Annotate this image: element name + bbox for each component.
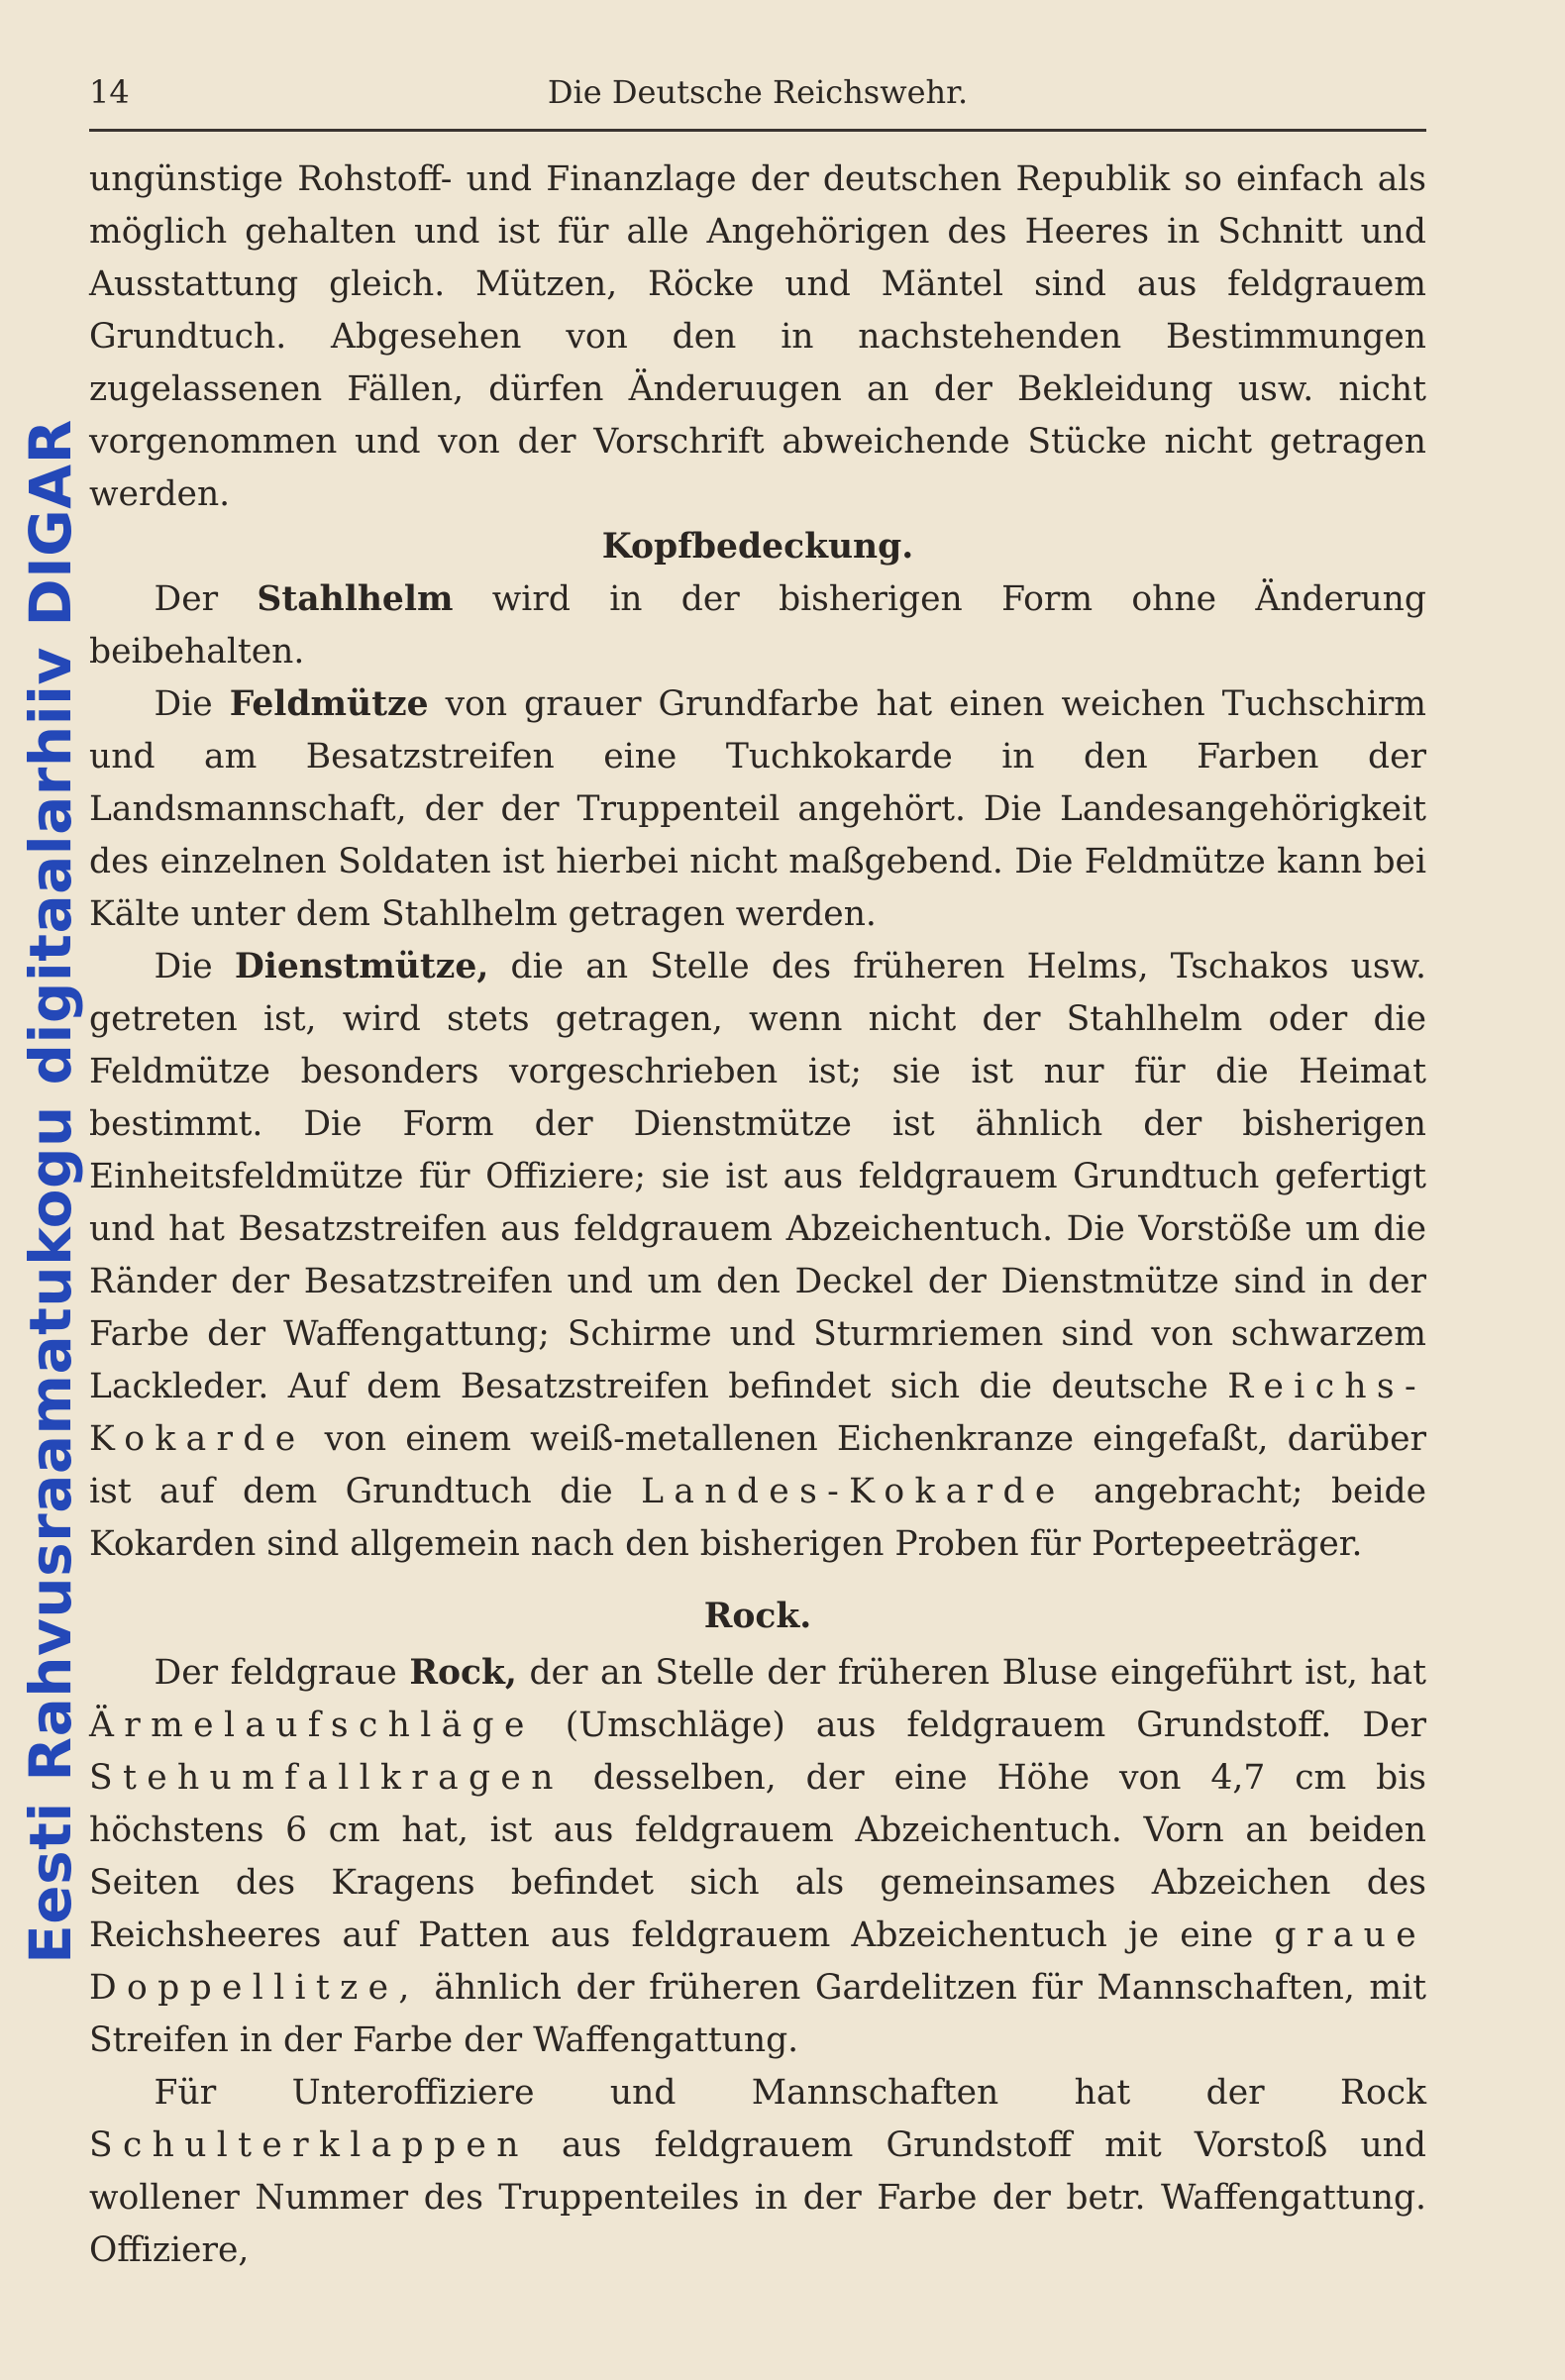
text-run: Die: [154, 947, 235, 986]
term-rock: Rock,: [409, 1653, 517, 1693]
term-feldmuetze: Feldmütze: [229, 684, 429, 724]
section-heading-rock: Rock.: [703, 1597, 812, 1636]
paragraph-dienstmuetze: [89, 941, 1426, 1571]
text-run: der an Stelle der früheren Bluse eingeführt ist, hat: [516, 1653, 1426, 1693]
text-run: die an Stelle des früheren Helms, Tschakos usw. getreten ist, wird stets getragen, wenn nicht der Stahlhelm oder die Feldmütze besonders vorgeschrieben ist; sie ist nur für die Heimat bestimmt. Die Form der Dienstmütze ist ähnlich der bisherigen Einheitsfeldmütze für Offiziere; sie ist aus feldgrauem Grundtuch gefertigt und hat Besatzstreifen aus feldgrauem Abzeichentuch. Die Vorstöße um die Ränder der Besatzstreifen und um den Deckel der Dienstmütze sind in der Farbe der Waffengattung; Schirme und Sturmriemen sind von schwarzem Lackleder. Auf dem Besatzstreifen befindet sich die deutsche: [89, 947, 1427, 1406]
term-dienstmuetze: Dienstmütze,: [234, 947, 489, 986]
text-run: von einem weiß-metallenen Eichenkranze eingefaßt, darüber ist auf dem Grundtuch die: [89, 1419, 1426, 1511]
text-run: von grauer Grundfarbe hat einen weichen Tuchschirm und am Besatzstreifen eine Tuchkokarde in den Farben der Landsmannschaft, der der Truppenteil angehört. Die Landesangehörigkeit des einzelnen Soldaten ist hierbei nicht maßgebend. Die Feldmütze kann bei Kälte unter dem Stahlhelm getragen werden.: [89, 684, 1426, 934]
text-run: Für Unteroffiziere und Mannschaften hat der Rock: [154, 2073, 1426, 2113]
term-reichs-kokarde: Reichs-Kokarde: [89, 1367, 1426, 1459]
term-graue-doppellitze: graue Doppellitze,: [89, 1915, 1426, 2008]
watermark-text: Eesti Rahvusraamatukogu digitaalarhiiv DIGAR: [17, 419, 84, 1964]
digar-watermark: [18, 265, 83, 2118]
section-heading-kopfbedeckung: Kopfbedeckung.: [601, 527, 914, 567]
paragraph-schulterklappen: [89, 2067, 1426, 2277]
text-run: desselben, der eine Höhe von 4,7 cm bis höchstens 6 cm hat, ist aus feldgrauem Abzeichentuch. Vorn an beiden Seiten des Kragens befindet sich als gemeinsames Abzeichen des Reichsheeres auf Patten aus feldgrauem Abzeichentuch je eine: [89, 1758, 1426, 1955]
text-run: Die: [154, 684, 230, 724]
running-title: Die Deutsche Reichswehr.: [547, 73, 969, 111]
text-run: Der feldgraue: [154, 1653, 410, 1693]
paragraph-feldmuetze: [89, 678, 1426, 941]
page-body: [89, 154, 1426, 2277]
text-run: Der: [154, 579, 258, 619]
page-header: [89, 69, 1426, 132]
book-page: [89, 69, 1426, 2277]
term-stahlhelm: Stahlhelm: [257, 579, 454, 619]
paragraph-stahlhelm: [89, 573, 1426, 678]
text-run: (Umschläge) aus feldgrauem Grundstoff. Der: [534, 1706, 1426, 1745]
paragraph-rock: [89, 1647, 1426, 2067]
term-stehumfallkragen: Stehumfallkragen: [89, 1758, 564, 1798]
page-number: 14: [89, 73, 130, 111]
term-schulterklappen: Schulterklappen: [89, 2125, 529, 2165]
intro-paragraph: ungünstige Rohstoff- und Finanzlage der deutschen Republik so einfach als möglich gehalten und ist für alle Angehörigen des Heeres in Schnitt und Ausstattung gleich. Mützen, Röcke und Mäntel sind aus feldgrauem Grundtuch. Abgesehen von den in nachstehenden Bestimmungen zugelassenen Fällen, dürfen Änderuugen an der Bekleidung usw. nicht vorgenommen und von der Vorschrift abweichende Stücke nicht getragen werden.: [89, 159, 1426, 514]
text-run: angebracht; beide Kokarden sind allgemein nach den bisherigen Proben für Portepeeträger.: [89, 1472, 1426, 1564]
term-aermelaufschlaege: Ärmelaufschläge: [89, 1706, 535, 1745]
text-run: aus feldgrauem Grundstoff mit Vorstoß und wollener Nummer des Truppenteiles in der Farbe der betr. Waffengattung. Offiziere,: [89, 2125, 1426, 2270]
term-landes-kokarde: Landes-Kokarde: [641, 1472, 1066, 1511]
text-run: wird in der bisherigen Form ohne Änderung beibehalten.: [89, 579, 1426, 672]
text-run: ähnlich der früheren Gardelitzen für Mannschaften, mit Streifen in der Farbe der Waffengattung.: [89, 1968, 1426, 2060]
